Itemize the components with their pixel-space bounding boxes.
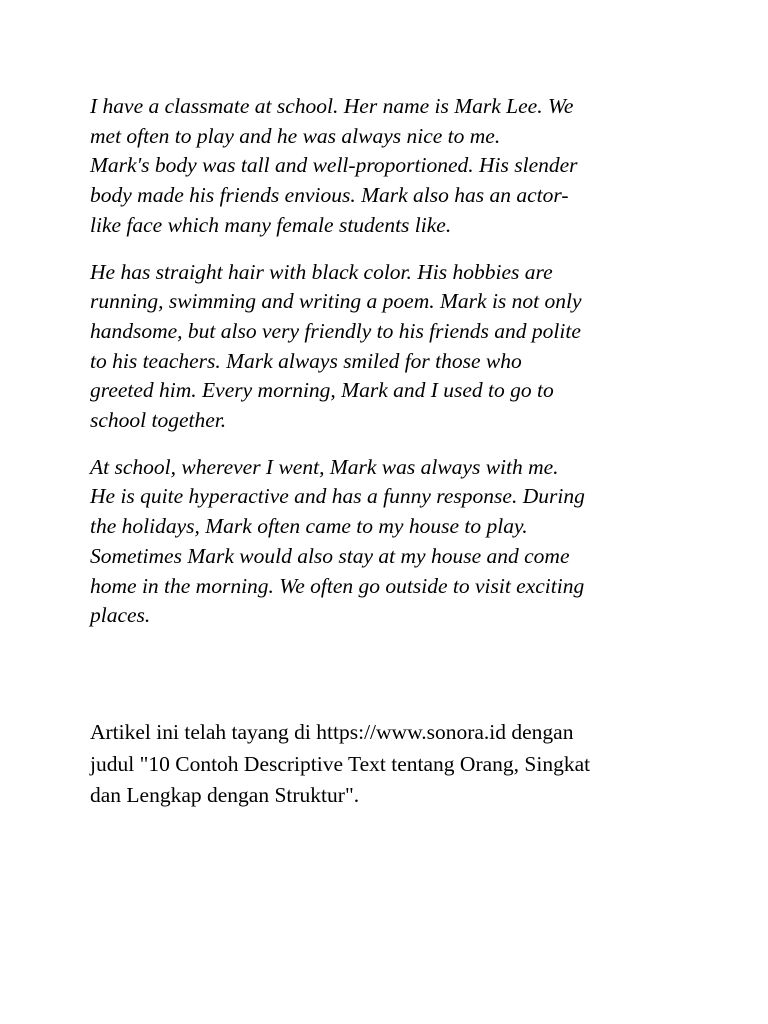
paragraph-1: I have a classmate at school. Her name is Mark Lee. We met often to play and he was always nice to me. Mark's body was tall and well-proportioned. His slender body made his friends envious. Mark also has an actor- like face which many female students like. [90,94,578,237]
paragraph-2: He has straight hair with black color. His hobbies are running, swimming and writing a poem. Mark is not only handsome, but also very friendly to his friends and polite to his teachers. Mark always smiled for those who greeted him. Every morning, Mark and I used to go to school together. [90,259,582,433]
paragraph-3: At school, wherever I went, Mark was always with me. He is quite hyperactive and has a funny response. During the holidays, Mark often came to my house to play. Sometimes Mark would also stay at my house and come home in the morning. We often go outside to visit exciting places. [90,454,585,628]
document-body [90,92,690,631]
source-note: Artikel ini telah tayang di https://www.sonora.id dengan judul "10 Contoh Descriptive Text tentang Orang, Singkat dan Lengkap dengan Struktur". [90,720,591,807]
